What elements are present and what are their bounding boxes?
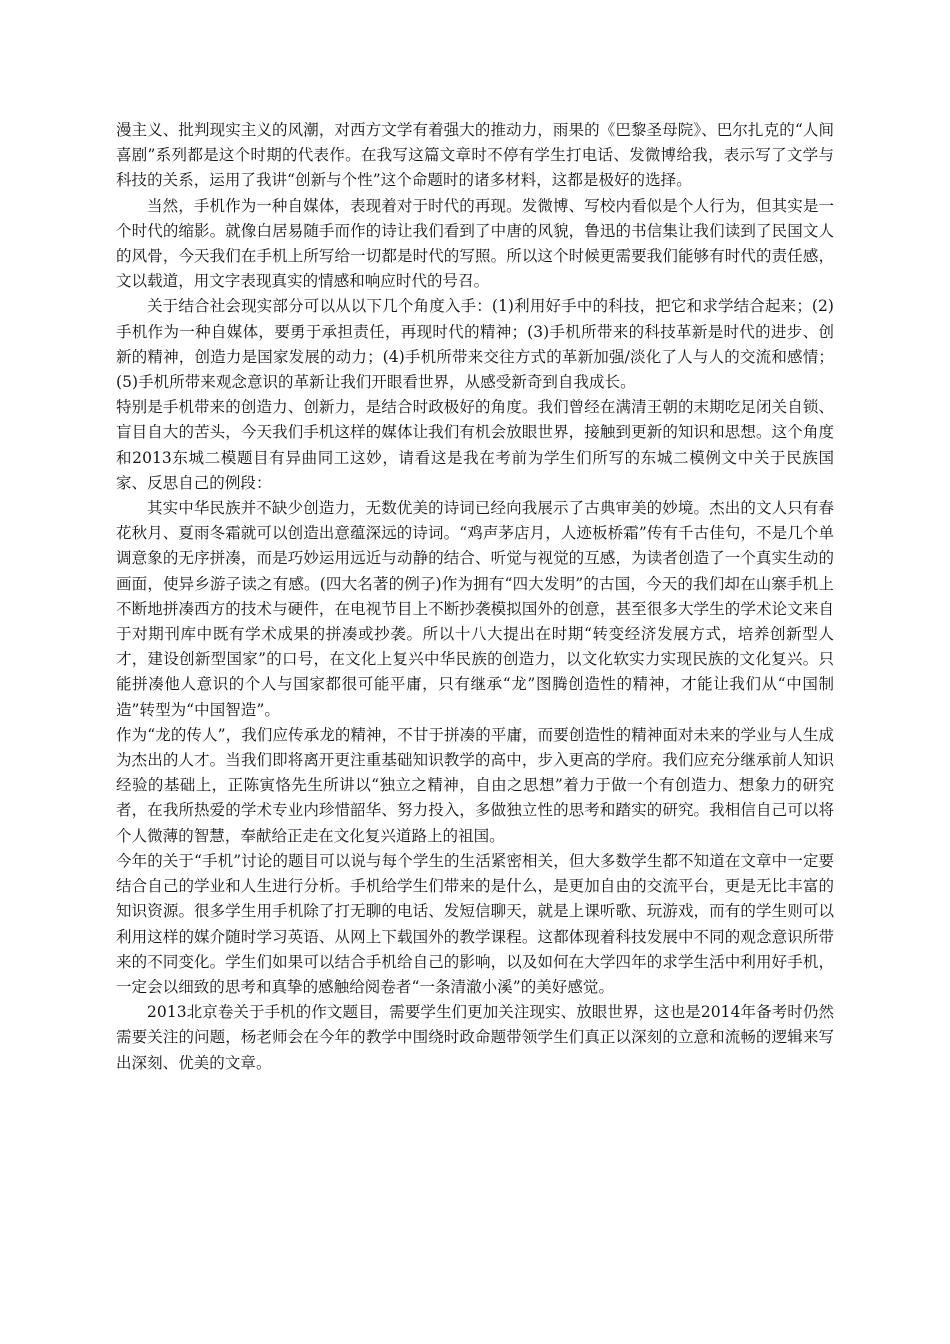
paragraph: 2013北京卷关于手机的作文题目，需要学生们更加关注现实、放眼世界，这也是2014年备考时仍然需要关注的问题，杨老师会在今年的教学中围绕时政命题带领学生们真正以深刻的立意和流畅的逻辑来写出深刻、优美的文章。 (116, 1003, 834, 1072)
paragraph: 特别是手机带来的创造力、创新力，是结合时政极好的角度。我们曾经在满清王朝的末期吃足闭关自锁、盲目自大的苦头，今天我们手机这样的媒体让我们有机会放眼世界，接触到更新的知识和思想。这个角度和2013东城二模题目有异曲同工这妙，请看这是我在考前为学生们所写的东城二模例文中关于民族国家、反思自己的例段： (116, 398, 834, 492)
document-page (116, 118, 834, 1076)
paragraph: 关于结合社会现实部分可以从以下几个角度入手：(1)利用好手中的科技，把它和求学结合起来；(2)手机作为一种自媒体，要勇于承担责任，再现时代的精神；(3)手机所带来的科技革新是时代的进步、创新的精神，创造力是国家发展的动力；(4)手机所带来交往方式的革新加强/淡化了人与人的交流和感情；(5)手机所带来观念意识的革新让我们开眼看世界，从感受新奇到自我成长。 (116, 297, 834, 392)
paragraph: 漫主义、批判现实主义的风潮，对西方文学有着强大的推动力，雨果的《巴黎圣母院》、巴尔扎克的“人间喜剧”系列都是这个时期的代表作。在我写这篇文章时不停有学生打电话、发微博给我，表示写了文学与科技的关系，运用了我讲“创新与个性”这个命题时的诸多材料，这都是极好的选择。 (116, 121, 834, 190)
paragraph: 今年的关于“手机”讨论的题目可以说与每个学生的生活紧密相关，但大多数学生都不知道在文章中一定要结合自己的学业和人生进行分析。手机给学生们带来的是什么，是更加自由的交流平台，更是无比丰富的知识资源。很多学生用手机除了打无聊的电话、发短信聊天，就是上课听歌、玩游戏，而有的学生则可以利用这样的媒介随时学习英语、从网上下载国外的教学课程。这都体现着科技发展中不同的观念意识所带来的不同变化。学生们如果可以结合手机给自己的影响，以及如何在大学四年的求学生活中利用好手机，一定会以细致的思考和真挚的感触给阅卷者“一条清澈小溪”的美好感觉。 (116, 851, 834, 996)
paragraph: 作为“龙的传人”，我们应传承龙的精神，不甘于拼凑的平庸，而要创造性的精神面对未来的学业与人生成为杰出的人才。当我们即将离开更注重基础知识教学的高中，步入更高的学府。我们应充分继承前人知识经验的基础上，正陈寅恪先生所讲以“独立之精神，自由之思想”着力于做一个有创造力、想象力的研究者，在我所热爱的学术专业内珍惜韶华、努力投入，多做独立性的思考和踏实的研究。我相信自己可以将个人微薄的智慧，奉献给正走在文化复兴道路上的祖国。 (116, 725, 834, 845)
paragraph: 当然，手机作为一种自媒体，表现着对于时代的再现。发微博、写校内看似是个人行为，但其实是一个时代的缩影。就像白居易随手而作的诗让我们看到了中唐的风貌，鲁迅的书信集让我们读到了民国文人的风骨，今天我们在手机上所写给一切都是时代的写照。所以这个时候更需要我们能够有时代的责任感，文以载道，用文字表现真实的情感和响应时代的号召。 (116, 196, 834, 291)
paragraph: 其实中华民族并不缺少创造力，无数优美的诗词已经向我展示了古典审美的妙境。杰出的文人只有春花秋月、夏雨冬霜就可以创造出意蕴深远的诗词。“鸡声茅店月，人迹板桥霜”传有千古佳句，不是几个单调意象的无序拼凑，而是巧妙运用远近与动静的结合、听觉与视觉的互感，为读者创造了一个真实生动的画面，使异乡游子读之有感。(四大名著的例子)作为拥有“四大发明”的古国，今天的我们却在山寨手机上不断地拼凑西方的技术与硬件，在电视节目上不断抄袭模拟国外的创意，甚至很多大学生的学术论文来自于对期刊库中既有学术成果的拼凑或抄袭。所以十八大提出在时期“转变经济发展方式，培养创新型人才，建设创新型国家”的口号，在文化上复兴中华民族的创造力，以文化软实力实现民族的文化复兴。只能拼凑他人意识的个人与国家都很可能平庸，只有继承“龙”图腾创造性的精神，才能让我们从“中国制造”转型为“中国智造”。 (116, 499, 834, 719)
